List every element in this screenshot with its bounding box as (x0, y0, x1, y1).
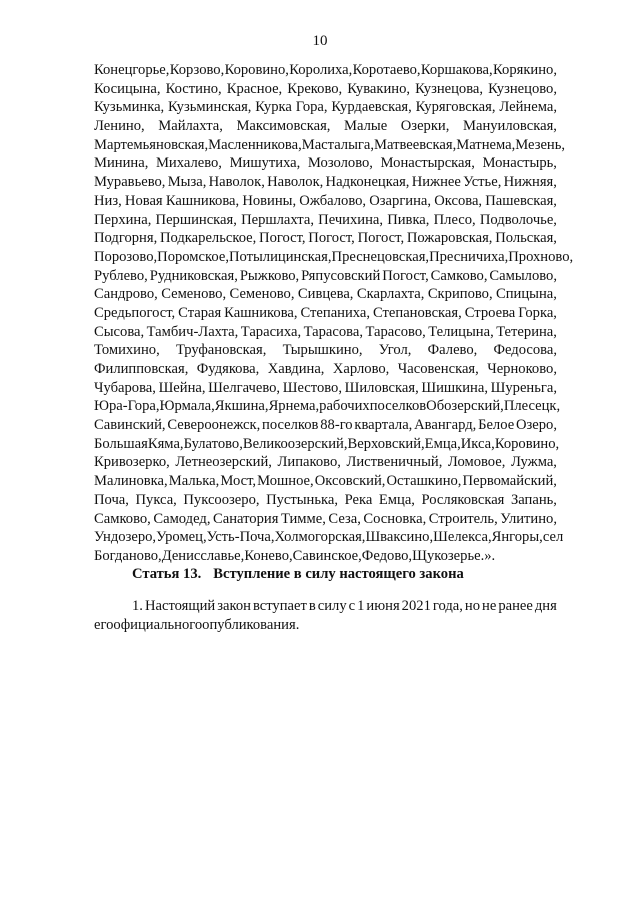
settlement-list (94, 61, 574, 566)
text-line: Косицына, Костино, Красное, Креково, Кувакино, Кузнецова, Кузнецово, (94, 80, 557, 97)
text-line: Муравьево, Мыза, Наволок, Наволок, Надконецкая, Нижнее Устье, Нижняя, (94, 174, 557, 191)
text-line: его официального опубликования. (94, 616, 300, 633)
article-heading (132, 566, 464, 583)
text-line: Кузьминка, Кузьминская, Курка Гора, Курдаевская, Куряговская, Лейнема, (94, 99, 557, 116)
text-line: Низ, Новая Кашникова, Новины, Ожбалово, Озаргина, Оксова, Пашевская, (94, 192, 557, 209)
text-line: Томихино, Труфановская, Тырышкино, Угол, Фалево, Федосова, (94, 342, 557, 359)
text-line: Большая Кяма, Булатово, Великоозерский, Верховский, Емца, Икса, Коровино, (94, 435, 560, 452)
text-line: Подгорня, Подкарельское, Погост, Погост, Погост, Пожаровская, Польская, (94, 230, 557, 247)
text-line: Поча, Пукса, Пуксоозеро, Пустынька, Река Емца, Росляковская Запань, (94, 491, 557, 508)
text-line: Юра-Гора, Юрмала, Якшина, Ярнема, рабочих поселков Обозерский, Плесецк, (94, 398, 561, 415)
text-line: Рублево, Рудниковская, Рыжково, Ряпусовский Погост, Самково, Самылово, (94, 267, 557, 284)
text-line: Малиновка, Малька, Мост, Мошное, Оксовский, Осташкино, Первомайский, (94, 473, 557, 490)
text-line: Минина, Михалево, Мишутиха, Мозолово, Монастырская, Монастырь, (94, 155, 557, 172)
text-line: Ленино, Майлахта, Максимовская, Малые Озерки, Мануиловская, (94, 118, 557, 135)
text-line: Кривозерко, Летнеозерский, Липаково, Лиственичный, Ломовое, Лужма, (94, 454, 557, 471)
text-line: Филипповская, Фудякова, Хавдина, Харлово, Часовенская, Черноково, (94, 361, 557, 377)
text-line: 1. Настоящий закон вступает в силу с 1 июня 2021 года, но не ранее дня (132, 598, 557, 614)
text-line: Самково, Самодед, Санатория Тимме, Сеза, Сосновка, Строитель, Улитино, (94, 510, 557, 527)
text-line: Богданово, Денисславье, Конево, Савинское, Федово, Щукозерье.». (94, 547, 496, 564)
text-line: Сандрово, Семеново, Семеново, Сивцева, Скарлахта, Скрипово, Спицына, (94, 286, 557, 303)
text-line: Мартемьяновская, Масленникова, Масталыга, Матвеевская, Матнема, Мезень, (94, 136, 566, 153)
text-line: Савинский, Североонежск, поселков 88-го квартала, Авангард, Белое Озеро, (94, 417, 557, 434)
page-number: 10 (312, 33, 328, 49)
article-title: Вступление в силу настоящего закона (213, 566, 464, 582)
text-line: Конецгорье, Корзово, Коровино, Королиха, Коротаево, Коршакова, Корякино, (94, 62, 557, 78)
text-line: Перхина, Першинская, Першлахта, Печихина, Пивка, Плесо, Подволочье, (94, 211, 557, 228)
article-number: Статья 13. (132, 566, 202, 582)
text-line: Ундозеро, Уромец, Усть-Поча, Холмогорская, Шваксино, Шелекса, Янгоры, сел (94, 529, 564, 546)
text-line: Средьпогост, Старая Кашникова, Степаниха, Степановская, Строева Горка, (94, 304, 557, 321)
article-paragraph (94, 597, 557, 634)
text-line: Порозово, Поромское, Потылицинская, Преснецовская, Пресничиха, Прохново, (94, 248, 574, 265)
text-line: Сысова, Тамбич-Лахта, Тарасиха, Тарасова, Тарасово, Телицына, Тетерина, (94, 323, 557, 340)
text-line: Чубарова, Шейна, Шелгачево, Шестово, Шиловская, Шишкина, Шуреньга, (94, 379, 557, 396)
